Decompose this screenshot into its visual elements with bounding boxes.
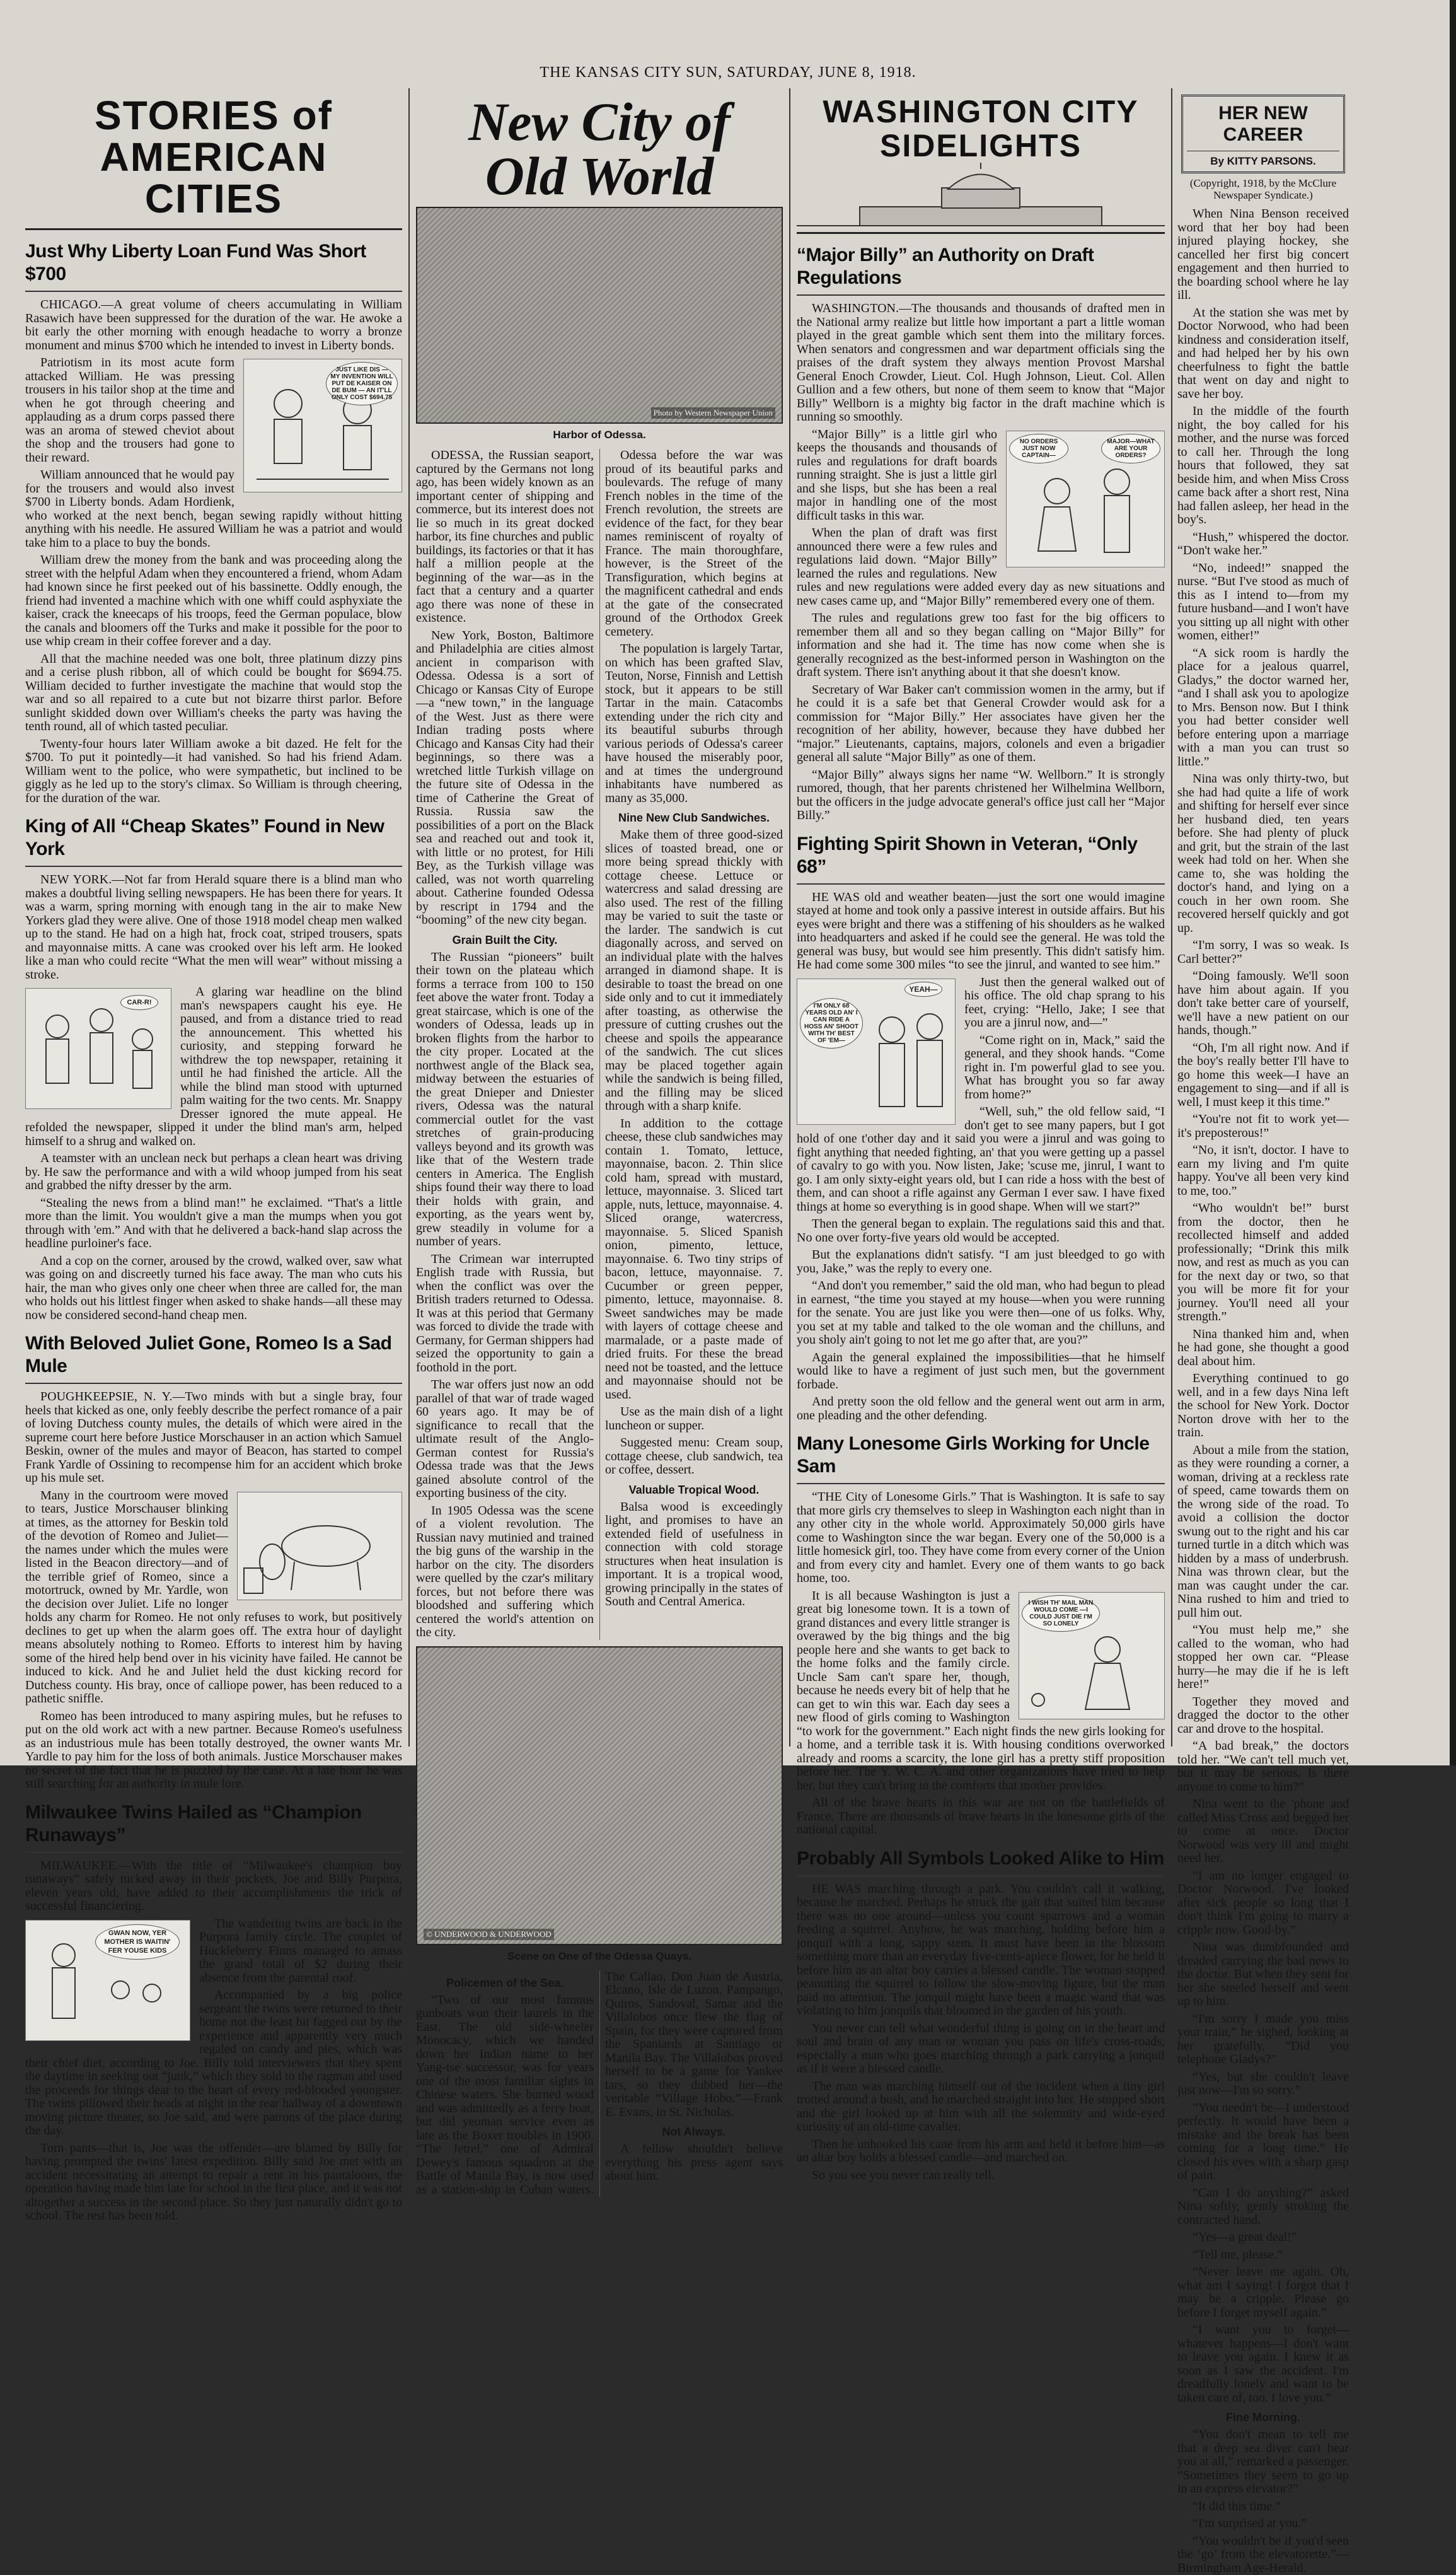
- banner-line-1: New City of: [416, 95, 783, 149]
- paragraph: Odessa before the war was proud of its beautiful parks and boulevards. The refuge of many French nobles in the time of the French revolution, the streets are evidence of the fact, for they bear names reminiscent of royalty of France. The main thoroughfare, however, is the Street of the Transfiguration, which begins at the magnificent cathedral and ends at the gate of the consecrated ground of the Orthodox Greek cemetery.: [605, 449, 783, 639]
- paragraph: “Yes—a great deal!”: [1177, 2231, 1349, 2245]
- paragraph: “You must help me,” she called to the woman, who had stopped her own car. “Please hurry—he may die if he is left here!”: [1177, 1624, 1349, 1692]
- paragraph: “I am no longer engaged to Doctor Norwood. I've looked after sick people so long that I don't think I'm going to marry a cripple now. Good-by.”: [1177, 1869, 1349, 1938]
- subhead-club-sandwiches: Nine New Club Sandwiches.: [605, 811, 783, 825]
- paragraph: HE WAS marching through a park. You couldn't call it walking, because he marched. Perhaps he struck the gait that suited him because there was no one around—unless you count sparrows and a woman feeding a squirrel. Anyhow, he was marching, holding before him a jonquil with a long, sappy stem. It must have been in the blossom something more than an everyday five-cents-apiece flower, for he held it before him as an altar boy carries a blessed candle. The woman stopped peanutting the squirrel to follow the slow-moving figure, but the man paid no attention. The jonquil might have been a magic wand that was violating to him jonquils that bloomed in the garden of his youth.: [797, 1883, 1165, 2018]
- paragraph: “I'm sorry, I was so weak. Is Carl better?”: [1177, 939, 1349, 966]
- cartoon-twins-illustration: [25, 1920, 190, 2041]
- paragraph: “Major Billy” always signs her name “W. Wellborn.” It is strongly rumored, though, that her parents christened her Wilhelmina Wellborn, but the officers in the judge advocate general's office just call her “Major Billy.”: [797, 769, 1165, 823]
- paragraph: Nina was dumbfounded and dreaded carrying the bad news to the doctor. But when they sent for her she steeled herself and went up to him.: [1177, 1941, 1349, 2009]
- speech-bubble: CAR-R!: [120, 995, 158, 1010]
- cartoon-major-billy-illustration: [1006, 431, 1165, 567]
- paragraph: Make them of three good-sized slices of toasted bread, one or more being spread thickly with cottage cheese. Lettuce or watercress and salad dressing are also used. The rest of the filling may be varied to suit the taste or the larder. The sandwich is cut diagonally across, and served on an individual plate with the halves arranged in diamond shape. It is desirable to toast the bread on one side only and to cut it immediately after toasting, as otherwise the pressure of cutting crushes out the cheese and spoils the appearance of the sandwich. The cut slices may be placed together again while the sandwich is being filled, and the filling may be sliced through with a sharp knife.: [605, 828, 783, 1113]
- subhead-fine-morning: Fine Morning.: [1177, 2411, 1349, 2424]
- paragraph: “You don't mean to tell me that a deep sea diver can't hear you at all,” remarked a passenger. “Sometimes they seem to go up in an express elevator?”: [1177, 2428, 1349, 2496]
- paragraph: Everything continued to go well, and in a few days Nina left the school for New York. Doctor Norton drove with her to the train.: [1177, 1372, 1349, 1440]
- cartoon-tailor-illustration: [243, 359, 402, 492]
- paragraph: When the plan of draft was first announced there were a few rules and regulations laid down. “Major Billy” learned the rules and regulations. New rules and new regulations were added every day as new situations and new cases came up, and “Major Billy” remembered every one of them.: [797, 526, 1165, 608]
- paragraph: NEW YORK.—Not far from Herald square there is a blind man who makes a doubtful living selling newspapers. He has been there for years. It was a warm, spring morning with enough tang in the air to make New Yorkers glad they were alive. One of those 1918 model cheap men walked up to the stand. He had on a high hat, frock coat, striped trousers, spats and mayonnaise mitts. A cane was crooked over his left arm. He looked like a man who could recite “What the men will wear” without missing a stroke.: [25, 873, 402, 982]
- photo-caption: Scene on One of the Odessa Quays.: [416, 1950, 783, 1963]
- paragraph: WASHINGTON.—The thousands and thousands of drafted men in the National army realize but little how important a part a little woman played in the great gamble which sent them into the military forces. When senators and congressmen and war department officials sing the praises of the draft system they always mention Provost Marshal General Enoch Crowder, Lieut. Col. Hugh Johnson, Lieut. Col. Allen Gullion and a few others, but none of them seem to know that “Major Billy” Wellborn is a mighty big factor in the draft machine which is running so smoothly.: [797, 302, 1165, 424]
- headline-cheap-skates: King of All “Cheap Skates” Found in New York: [25, 815, 402, 867]
- story-title: HER NEW CAREER: [1187, 103, 1339, 151]
- paragraph: About a mile from the station, as they were rounding a corner, a woman, driving at a reckless rate of speed, came towards them on the wrong side of the road. To avoid a collision the doctor swung out to the right and his car turned turtle in a ditch which was hidden by a mass of underbrush. Nina was thrown clear, but the man was caught under the car. Nina rushed to him and tried to pull him out.: [1177, 1444, 1349, 1620]
- paragraph: You never can tell what wonderful thing is going on in the heart and soul and brain of any man or woman you pass on life's cross-roads, especially a man who goes marching through a park carrying a jonquil as if it were a blessed candle.: [797, 2022, 1165, 2076]
- column-stories-of-american-cities: [25, 88, 402, 1747]
- masthead: THE KANSAS CITY SUN, SATURDAY, JUNE 8, 1918.: [25, 64, 1431, 81]
- paragraph: Nina thanked him and, when he had gone, she thought a good deal about him.: [1177, 1328, 1349, 1369]
- speech-bubble: MAJOR—WHAT ARE YOUR ORDERS?: [1101, 434, 1160, 463]
- headline-major-billy: “Major Billy” an Authority on Draft Regulations: [797, 244, 1165, 296]
- paragraph: A teamster with an unclean neck but perhaps a clean heart was driving by. He saw the performance and with a wild whoop jumped from his seat and grabbed the nifty dresser by the arm.: [25, 1152, 402, 1193]
- photo-odessa-quays: [416, 1646, 783, 1945]
- column-rule: [789, 88, 790, 1747]
- subhead-policemen-of-the-sea: Policemen of the Sea.: [416, 1977, 594, 1990]
- paragraph: A glaring war headline on the blind man's newspapers caught his eye. He paused, and from a distance tried to read the announcement. This whetted his curiosity, and stepping forward he withdrew the top newspaper, retaining it until he had finished the article. All the while the blind man stood with upturned palm waiting for the two cents. Mr. Snappy Dresser ignored the mute appeal. He refolded the newspaper, slipped it under the blind man's arm, helped himself to a shrug and walked on.: [25, 985, 402, 1148]
- fillers-body: [416, 1970, 783, 2197]
- paragraph: Patriotism in its most acute form attacked William. He was pressing trousers in his tailor shop at the time and when he got through cheering and applauding as a drum corps passed there was an aroma of stewed cheviot about the shop and the trousers had gone to their reward.: [25, 356, 402, 465]
- speech-bubble: YEAH—: [904, 982, 942, 997]
- paragraph: “Can I do anything?” asked Nina softly, gently stroking the contracted hand.: [1177, 2187, 1349, 2228]
- paragraph: Suggested menu: Cream soup, cottage cheese, club sandwich, tea or coffee, dessert.: [605, 1436, 783, 1477]
- paragraph: “A bad break,” the doctors told her. “We can't tell much yet, but it may be serious. Is there anyone to come to him?”: [1177, 1740, 1349, 1794]
- speech-bubble: JUST LIKE DIS — MY INVENTION WILL PUT DE KAISER ON DE BUM — AN IT'LL ONLY COST $694.75: [326, 362, 398, 405]
- paragraph: “I'm surprised at you.”: [1177, 2517, 1349, 2531]
- paragraph: “A sick room is hardly the place for a jealous quarrel, Gladys,” the doctor warned her, “and I shall ask you to apologize to Mrs. Benson now. But I think you had better consider well before entering upon a marriage with a man you can trust so little.”: [1177, 647, 1349, 769]
- paragraph: CHICAGO.—A great volume of cheers accumulating in William Rasawich have been suppressed for the duration of the war. He awoke a bit early the other morning with enough headache to worry a bronze monument and minus $700 which he intended to invest in Liberty bonds.: [25, 298, 402, 352]
- cartoon-lonesome-girl-illustration: [1019, 1592, 1165, 1719]
- speech-bubble: GWAN NOW, YER MOTHER IS WAITIN' FER YOUSE KIDS: [95, 1924, 180, 1960]
- paragraph: “Two of our most famous gunboats won their laurels in the East. The old side-wheeler Monocacy, which we handed down her Indian name to her Yang-tse successor, was for years one of the most familiar sights in Chinese waters. She burned wood and was admittedly as a ferry boat, but did yeoman service even as late as the Boxer troubles in 1900. “The Jetrel,” one of Admiral Dewey's famous squadron at the Battle of Manila Bay, is now used as a station-ship in Cuban waters. The Callao, Don Juan de Austria, Elcano, Isle de Luzon, Pampango, Quiros, Sandoval, Samar and the Villalobos once flew the flag of Spain, for they were captured from the Spaniards at Santiago or Manila Bay. The Villalobos proved herself to be a game for Yankee tars, so they dubbed her—the veritable “Village Hobo.”—Frank E. Evans, in St. Nicholas.: [416, 1970, 783, 2197]
- column-rule: [408, 88, 410, 1747]
- paragraph: “Well, suh,” the old fellow said, “I don't get to see many papers, but I got hold of one t'other day and it said you were a jinrul and was going to fight anything that needed fighting, an' that you were getting up a passel of cavalry to go with you. Now listen, Jake; 'scuse me, jinrul, I want to go. I am only sixty-eight years old, but I can ride a hoss with the best of them, and can shoot a rifle against any German I ever saw. I have fixed things at home so everything is in good shape. When will we start?”: [797, 1105, 1165, 1214]
- paragraph: And a cop on the corner, aroused by the crowd, walked over, saw what was going on and discreetly turned his face away. The man who cuts his hair, the man who gives only one cheer when three are called for, the man who holds out his littlest finger when asked to shake hands—all these may now be considered second-hand cheap men.: [25, 1255, 402, 1323]
- cartoon-veteran-illustration: [797, 979, 956, 1125]
- subhead-not-always: Not Always.: [605, 2125, 783, 2139]
- photo-caption: Harbor of Odessa.: [416, 429, 783, 441]
- subhead-grain-built-the-city: Grain Built the City.: [416, 934, 594, 947]
- paragraph: Balsa wood is exceedingly light, and promises to have an extended field of usefulness in connection with cold storage structures when heat insulation is important. It is a tropical wood, growing principally in the states of South and Central America.: [605, 1501, 783, 1609]
- paragraph: In 1905 Odessa was the scene of a violent revolution. The Russian navy mutinied and trained the big guns of the warship in the harbor on the city. The disorders were quelled by the czar's military forces, but not before there was bloodshed and suffering which centered the world's attention on the city.: [416, 1504, 594, 1640]
- speech-bubble: I WISH TH' MAIL MAN WOULD COME —I COULD JUST DIE I'M SO LONELY: [1022, 1595, 1100, 1632]
- banner-new-city-of-old-world: [416, 88, 783, 207]
- banner-line-2: SIDELIGHTS: [797, 129, 1165, 163]
- headline-milwaukee-twins: Milwaukee Twins Hailed as “Champion Runaways”: [25, 1801, 402, 1853]
- paragraph: In the middle of the fourth night, the boy called for his mother, and the nurse was forced to call her. Through the long hours that followed, they sat beside him, and when Miss Cross came back after a short rest, Nina had fallen asleep, her head in the boy's.: [1177, 405, 1349, 527]
- column-new-city-of-old-world: [416, 88, 783, 1747]
- speech-bubble: I'M ONLY 68 YEARS OLD AN' I CAN RIDE A HOSS AN' SHOOT WITH TH' BEST OF 'EM—: [800, 998, 863, 1049]
- paragraph: “I want you to forget—whatever happens—I don't want to leave you again. I knew it as soon as I saw the accident. I'm dreadfully lonely and want to be taken care of, too. I love you.”: [1177, 2323, 1349, 2405]
- paragraph: Just then the general walked out of his office. The old chap sprang to his feet, crying: “Hello, Jake; I see that you are a jinrul now, and—”: [797, 976, 1165, 1030]
- paragraph: Nina went to the 'phone and called Miss Cross and begged her to come at once. Doctor Norwood was very ill and might need her.: [1177, 1798, 1349, 1866]
- banner-line-2: Old World: [416, 149, 783, 203]
- cartoon-newsstand-illustration: [25, 988, 171, 1109]
- paragraph: William announced that he would pay for the trousers and would also invest $700 in Liberty bonds. Adam Hordienk, who worked at the next bench, began sewing rapidly without hitting anything with his needle. He assured William he was a patriot and would take him to a place to buy the bonds.: [25, 468, 402, 550]
- paragraph: “Yes, but she couldn't leave just now—I'm so sorry.”: [1177, 2071, 1349, 2098]
- paragraph: And pretty soon the old fellow and the general went out arm in arm, one pleading and the other defending.: [797, 1395, 1165, 1422]
- story-title-box: [1181, 95, 1345, 173]
- paragraph: The Russian “pioneers” built their town on the plateau which forms a terrace from 100 to 150 feet above the water front. Today a great staircase, which is one of the wonders of Odessa, leads up in broken flights from the harbor to the city proper. Located at the northwest angle of the Black sea, midway between the estuaries of the great Dnieper and Dniester rivers, Odessa was the natural commercial outlet for the vast stretches of grain-producing valleys beyond and its growth was like that of the Western trade centers in America. The English ships found their way there to load their holds with grain, and exporting, as the years went by, grew steadily in volume for a number of years.: [416, 951, 594, 1249]
- paragraph: “Major Billy” is a little girl who keeps the thousands and thousands of rules and regulations for draft boards running straight. She is just a little girl and she lisps, but she has been a real major in handling one of the most difficult tasks in this war.: [797, 428, 1165, 523]
- headline-symbols: Probably All Symbols Looked Alike to Him: [797, 1847, 1165, 1876]
- paragraph: When Nina Benson received word that her boy had been injured playing hockey, she cancelled her first big concert engagement and then hurried to the boarding school where he lay ill.: [1177, 207, 1349, 303]
- paragraph: In addition to the cottage cheese, these club sandwiches may contain 1. Tomato, lettuce, mayonnaise, bacon. 2. Thin slice cold ham, spread with mustard, lettuce, mayonnaise. 3. Sliced tart apple, nuts, lettuce, mayonnaise. 4. Sliced orange, watercress, mayonnaise. 5. Sliced Spanish onion, pimento, lettuce, mayonnaise. 6. Two tiny strips of bacon, lettuce, mayonnaise. 7. Cucumber or green pepper, pimento, lettuce, mayonnaise. 8. Sweet sandwiches may be made with layers of cottage cheese and marmalade, or a paste made of dried fruits. For these the bread need not be toasted, and the lettuce and mayonnaise should not be used.: [605, 1117, 783, 1402]
- paragraph: “Hush,” whispered the doctor. “Don't wake her.”: [1177, 531, 1349, 558]
- paragraph: The wandering twins are back in the Purpora family circle. The couplet of Huckleberry Finns managed to amass the grand total of $2 during their absence from the parental roof.: [25, 1917, 402, 1985]
- paragraph: The man was marching himself out of the incident when a tiny girl trotted around a bush, and he marched straight into her. He stopped short and the girl looked up at him with all the solemnity and wide-eyed curiosity of an old-time cavalier.: [797, 2080, 1165, 2134]
- paragraph: The rules and regulations grew too fast for the big officers to remember them all and so they began calling on “Major Billy” for information and she had it. The time has now come when she is generally recognized as the best-informed person in Washington on the draft system. There isn't anything about it that she doesn't know.: [797, 612, 1165, 680]
- paragraph: “You're not fit to work yet—it's preposterous!”: [1177, 1113, 1349, 1140]
- paragraph: The Crimean war interrupted English trade with Russia, but when the conflict was over the British traders returned to Odessa. It was at this period that Germany was forced to divide the trade with Germany, for German shippers had seized the opportunity to gain a foothold in the port.: [416, 1253, 594, 1375]
- banner-washington-city-sidelights: [797, 88, 1165, 163]
- story-byline: By KITTY PARSONS.: [1187, 155, 1339, 168]
- paragraph: Nina was only thirty-two, but she had had quite a life of work and shifting for herself ever since her husband died, ten years before. She had plenty of pluck and grit, but the strain of the last week had told on her. When she came to, she was holding the doctor's hand, and lying on a couch in her own room. She recovered herself quickly and got up.: [1177, 772, 1349, 935]
- photo-harbor-of-odessa: [416, 207, 783, 424]
- paragraph: At the station she was met by Doctor Norwood, who had been kindness and consideration itself, and had helped her by his own cheerfulness to fight the battle that went on day and night to save her boy.: [1177, 306, 1349, 402]
- paragraph: Many in the courtroom were moved to tears, Justice Morschauser blinking at times, as the attorney for Beskin told of the devotion of Romeo and Juliet—the names under which the mules were listed in the Beacon directory—and of the terrible grief of Romeo, since a motortruck, owned by Mr. Yardle, won the decision over Juliet. Life no longer holds any charm for Romeo. He not only refuses to work, but positively declines to get up when the alarm goes off. The extra hour of daylight means absolutely nothing to Romeo. Efforts to interest him by having some of the hired help bend over in his vicinity have failed. He cannot be induced to kick. And he and Juliet held the dust kicking record for Dutchess county. His bray, once of calliope power, has been reduced to a pathetic sniffle.: [25, 1489, 402, 1706]
- paragraph: “Never leave me again. Oh, what am I saying! I forgot that I may be a cripple. Please go before I forget myself again.”: [1177, 2265, 1349, 2320]
- paragraph: “Oh, I'm all right now. And if the boy's really better I'll have to go home this week—I have an engagement to sing—and if all is well, I must keep it this time.”: [1177, 1042, 1349, 1110]
- paragraph: It is all because Washington is just a great big lonesome town. It is a town of grand distances and every little stranger is overawed by the big things and the big people here and she wants to get back to the home folks and the family circle. Uncle Sam can't spare her, though, because he needs every bit of help that he can get to win this war. Each day sees a new flood of girls coming to Washington “to work for the government.” Each night finds the new girls looking for a home, and a terrible task it is. With housing conditions overworked already and rooms a scarcity, the lone girl has a pretty stiff proposition before her. The Y. W. C. A. and other organizations have tried to help her, but they can't bring in the comforts that mother provides.: [797, 1590, 1165, 1793]
- speech-bubble: NO ORDERS JUST NOW CAPTAIN—: [1009, 434, 1068, 463]
- paragraph: Secretary of War Baker can't commission women in the army, but if he could it is a safe bet that General Crowder would ask for a commission for “Major Billy.” Her associates have given her the recognition of her ability, however, because they have dubbed her “major.” Lieutenants, captains, majors, colonels and even a brigadier general all salute “Major Billy” as one of them.: [797, 683, 1165, 765]
- paragraph: So you see you never can really tell.: [797, 2169, 1165, 2183]
- paragraph: Torn pants—that is, Joe was the offender—are blamed by Billy for having prompted the twins' latest expedition. Billy said Joe met with an accident necessitating an attempt to repair a rent in his pantaloons, the operation having made him late for school in the first place, and it was not altogether a success in the second place. So they just naturally didn't go to school. The rest has been told.: [25, 2142, 402, 2223]
- paragraph: “THE City of Lonesome Girls.” That is Washington. It is safe to say that more girls cry themselves to sleep in Washington each night than in any other city in the whole world. Approximately 50,000 girls have come to Washington since the war began. Every one of the 50,000 is a little homesick girl, too. They have come from every corner of the Union and from every city and hamlet. Every one of them wants to go back home, too.: [797, 1491, 1165, 1586]
- paragraph: Accompanied by a big police sergeant the twins were returned to their home not the least bit fagged out by the experience and apparently very much regaled on candy and pies, which was their chief diet, according to Joe. Billy told interviewers that they spent the daytime in seeking out “junk,” which they sold to the ragman and used the proceeds for things dear to the heart of every red-blooded youngster. The twins pillowed their heads at night in the rear hallway of a downtown moving picture theater, so Joe said, and were patrons of the place during the day.: [25, 1989, 402, 2138]
- headline-lonesome-girls: Many Lonesome Girls Working for Uncle Sam: [797, 1433, 1165, 1484]
- column-rule: [1171, 88, 1172, 1747]
- headline-fighting-spirit: Fighting Spirit Shown in Veteran, “Only 68”: [797, 833, 1165, 885]
- paragraph: William drew the money from the bank and was proceeding along the street with the helpful Adam when they encountered a friend, whom Adam had known since he first peeked out of his bassinette. Oddly enough, the friend had invented a machine which with one whiff could asphyxiate the kaiser, crack the kneecaps of his troops, feed the German populace, blow the canals and bloomers off the Turks and make it possible for the poor to use whip cream in their coffee forever and a day.: [25, 554, 402, 649]
- paragraph: POUGHKEEPSIE, N. Y.—Two minds with but a single bray, four heels that kicked as one, only feebly describe the perfect romance of a pair of loving Dutchess county mules, the details of which were aired in the supreme court here before Justice Morschauser in an action which Samuel Beskin, owner of the mules and mayor of Beacon, has started to compel Frank Yardle of Ossining to recompense him for an accident which broke up his mule set.: [25, 1390, 402, 1485]
- headline-romeo-mule: With Beloved Juliet Gone, Romeo Is a Sad Mule: [25, 1332, 402, 1384]
- paragraph: New York, Boston, Baltimore and Philadelphia are cities almost ancient in comparison with Odessa. Odessa is a sort of Chicago or Kansas City of Europe—a “new town,” in the language of the West. Just as there were Indian trading posts where Chicago and Kansas City had their beginnings, so there was a wretched little Turkish village on the future site of Odessa in the time of Catherine the Great of Russia. Russia saw the possibilities of a port on the Black sea and reached out and took it, with little or no protest, for Hili Bey, as the Turkish village was called, was not worth quarreling about. Catherine founded Odessa by rescript in 1794 and the “booming” of the new city began.: [416, 629, 594, 927]
- paragraph: The war offers just now an odd parallel of that war of trade waged 60 years ago. It may be of significance to recall that the ultimate result of the Anglo-German contest for Russia's Odessa trade was that the Jews gained absolute control of the exporting business of the city.: [416, 1378, 594, 1501]
- paragraph: “You needn't be—I understood perfectly. It would have been a mistake and the break has been coming for a long time.” He closed his eyes with a sharp gasp of pain.: [1177, 2101, 1349, 2183]
- subhead-tropical-wood: Valuable Tropical Wood.: [605, 1484, 783, 1497]
- paragraph: “I'm sorry I made you miss your train,” he sighed, looking at her gratefully, “Did you telephone Gladys?”: [1177, 2013, 1349, 2067]
- cartoon-drawing: [238, 1492, 402, 1600]
- page-edge: [1450, 0, 1456, 1765]
- column-washington-city-sidelights: [797, 88, 1165, 1747]
- paragraph: “It did this time.”: [1177, 2500, 1349, 2514]
- banner-line-2: AMERICAN CITIES: [25, 136, 402, 219]
- paragraph: Then the general began to explain. The regulations said this and that. No one over forty-five years old would be accepted.: [797, 1218, 1165, 1245]
- banner-line-1: STORIES of: [25, 95, 402, 136]
- paragraph: But the explanations didn't satisfy. “I am just bleedged to go with you, Jake,” was the reply to every one.: [797, 1248, 1165, 1276]
- photo-credit: © UNDERWOOD & UNDERWOOD: [424, 1929, 554, 1940]
- paragraph: “No, it isn't, doctor. I have to earn my living and I'm quite happy. You've all been very kind to me, too.”: [1177, 1144, 1349, 1198]
- paragraph: “Stealing the news from a blind man!” he exclaimed. “That's a little more than the limit. You wouldn't give a man the mumps when you got through with 'em.” And with that he delivered a back-hand slap across the headline purloiner's face.: [25, 1197, 402, 1251]
- paragraph: Twenty-four hours later William awoke a bit dazed. He felt for the $700. To put it pointedly—it had vanished. So had his friend Adam. William went to the police, who were sympathetic, but inclined to be giggly as he led up to the story's climax. So William is through cheering, for the duration of the war.: [25, 738, 402, 806]
- paragraph: Romeo has been introduced to many aspiring mules, but he refuses to put on the old work act with a new partner. Because Romeo's usefulness as an industrious mule has been totally destroyed, the owner wants Mr. Yardle to pay him for the loss of both animals. Justice Morschauser makes no secret of the fact that he is puzzled by the case. At a late hour he was still searching for an authority in mule lore.: [25, 1710, 402, 1791]
- banner-line-1: WASHINGTON CITY: [797, 95, 1165, 129]
- paragraph: All that the machine needed was one bolt, three platinum dizzy pins and a cerise plush ribbon, all of which could be bought for $694.75. William decided to further investigate the machine that would stop the war and so all repaired to a cute but not bizarre thirst parlor. Before sunlight skidded down over William's cheeks the party was having the tenth round, all of which tasted peculiar.: [25, 653, 402, 734]
- headline-liberty-loan: Just Why Liberty Loan Fund Was Short $700: [25, 240, 402, 292]
- paragraph: “And don't you remember,” said the old man, who had begun to plead in earnest, “the time you stayed at my house—when you were running for the senate. You are just like you were then—one of us folks. Why, you set at my table and talked to the ole woman and the chilluns, and you sholy ain't going to not let me go after that, are you?”: [797, 1279, 1165, 1347]
- paragraph: Together they moved and dragged the doctor to the other car and drove to the hospital.: [1177, 1695, 1349, 1736]
- paragraph: Again the general explained the impossibilities—that he himself would like to have a regiment of just such men, but the government forbade.: [797, 1351, 1165, 1392]
- paragraph: ODESSA, the Russian seaport, captured by the Germans not long ago, has been widely known as an important center of shipping and commerce, but its interest does not lie so much in its great docked harbor, its fine churches and public buildings, its factories or that it has half a million people at the beginning of the war—as in the fact that a century and a quarter ago there was none of these in existence.: [416, 449, 594, 625]
- copyright-notice: (Copyright, 1918, by the McClure Newspaper Syndicate.): [1177, 177, 1349, 201]
- banner-stories-of-american-cities: [25, 88, 402, 230]
- odessa-article-body: [416, 449, 783, 1640]
- paragraph: All of the brave hearts in this war are not on the battlefields of France. There are thousands of brave hearts in the lonesome girls of the national capital.: [797, 1796, 1165, 1837]
- paragraph: “No, indeed!” snapped the nurse. “But I've stood as much of this as I intend to—from my future husband—and I won't have you sitting up all night with other women, either!”: [1177, 562, 1349, 643]
- paragraph: Use as the main dish of a light luncheon or supper.: [605, 1405, 783, 1433]
- paragraph: The population is largely Tartar, on which has been grafted Slav, Teuton, Norse, Finnish and Lettish stock, but it appears to be still Tartar in the main. Catacombs extending under the rich city and its beautiful suburbs through various periods of Odessa's career have housed the miserably poor, and at times the underground inhabitants have numbered as many as 35,000.: [605, 642, 783, 805]
- paragraph: “Tell me, please.”: [1177, 2248, 1349, 2262]
- column-her-new-career: [1177, 88, 1349, 1747]
- paragraph: “You wouldn't be if you'd seen the ‘go’ from the elevatorette.”—Birmingham Age-Herald.: [1177, 2535, 1349, 2575]
- paragraph: A fellow shouldn't believe everything his press agent says about him.: [605, 2142, 783, 2183]
- cartoon-mule-illustration: [237, 1492, 402, 1600]
- paragraph: “Doing famously. We'll soon have him about again. If you don't take better care of yourself, we'll have a new patient on our hands, though.”: [1177, 970, 1349, 1038]
- paragraph: Then he unhooked his cane from his arm and held it before him—as an altar boy holds a blessed candle—and marched on.: [797, 2138, 1165, 2165]
- paragraph: “Come right on in, Mack,” said the general, and they shook hands. “Come right in. I'm powerful glad to see you. What has brought you so far away from home?”: [797, 1034, 1165, 1102]
- photo-credit: Photo by Western Newspaper Union: [651, 407, 775, 419]
- paragraph: MILWAUKEE.—With the title of “Milwaukee's champion boy runaways” safely tucked away in their pockets, Joe and Billy Purpora, eleven years old, have added to their accomplishments the trick of successful financiering.: [25, 1859, 402, 1914]
- capitol-dome-illustration: [797, 163, 1165, 234]
- paragraph: “Who wouldn't be!” burst from the doctor, then he recollected himself and added professionally; “Drink this milk now, and rest as much as you can for the next day or two, so that you will be more fit for your journey. You'll need all your strength.”: [1177, 1202, 1349, 1324]
- paragraph: HE WAS old and weather beaten—just the sort one would imagine stayed at home and took only a passive interest in outside affairs. But his eyes were bright and there was a stiffening of his shoulders as he walked into headquarters and asked if he could see the general. He was told the general was busy, but would see him presently. This didn't satisfy him. He had come some 300 miles “to see the jinrul, and wanted to see him.”: [797, 891, 1165, 972]
